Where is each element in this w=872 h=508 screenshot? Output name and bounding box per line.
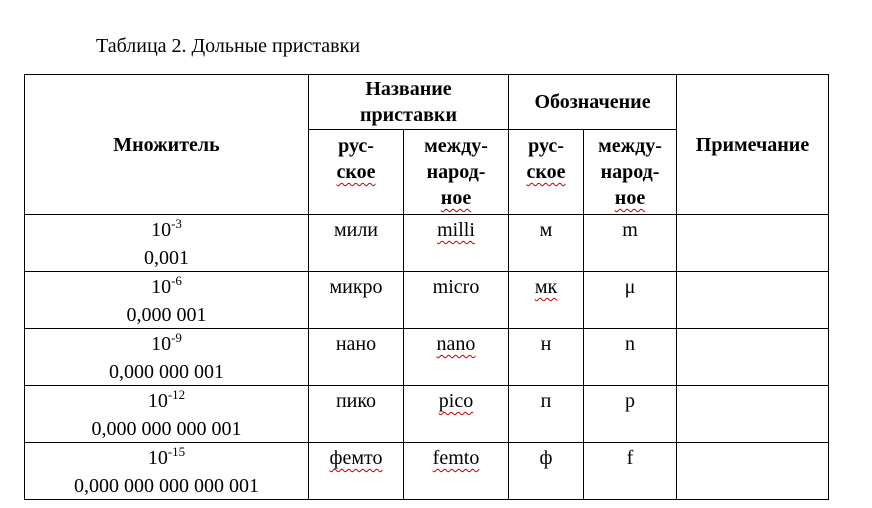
name-int-text: milli	[437, 219, 475, 241]
name-ru-cell: пико	[309, 386, 404, 443]
power-base: 10	[151, 276, 172, 298]
note-cell	[677, 272, 829, 329]
header-multiplier: Множитель	[25, 75, 309, 215]
multiplier-cell	[25, 215, 309, 272]
sym-ru-cell: м	[509, 215, 584, 272]
name-int-cell: micro	[404, 272, 509, 329]
name-int-cell	[404, 215, 509, 272]
power-base: 10	[147, 447, 168, 469]
header-designation-international	[584, 130, 677, 215]
power-base: 10	[151, 333, 172, 355]
note-cell	[677, 215, 829, 272]
multiplier-cell	[25, 329, 309, 386]
header-note: Примечание	[677, 75, 829, 215]
header-line-text: ское	[336, 161, 376, 183]
header-line: между-	[598, 135, 662, 157]
sym-int-cell: f	[584, 443, 677, 500]
header-line: рус-	[338, 135, 374, 157]
name-int-text: pico	[438, 390, 474, 412]
header-line	[309, 159, 403, 185]
header-line: рус-	[528, 135, 564, 157]
header-designation: Обозначение	[509, 75, 677, 130]
name-int-cell	[404, 329, 509, 386]
header-line-text: ное	[614, 187, 646, 209]
header-line: народ-	[426, 161, 486, 183]
name-int-text: femto	[432, 447, 480, 469]
decimal-value: 0,000 001	[126, 304, 207, 326]
decimal-value: 0,000 000 000 000 001	[74, 475, 259, 497]
sym-int-cell: n	[584, 329, 677, 386]
power-exponent: -12	[167, 387, 186, 402]
header-line	[404, 185, 508, 211]
note-cell	[677, 386, 829, 443]
header-line	[584, 185, 676, 211]
table-row	[25, 215, 829, 272]
multiplier-cell	[25, 272, 309, 329]
table-row	[25, 386, 829, 443]
name-int-cell	[404, 443, 509, 500]
power-exponent: -9	[171, 330, 182, 345]
multiplier-cell	[25, 443, 309, 500]
name-int-text: nano	[436, 333, 476, 355]
note-cell	[677, 329, 829, 386]
decimal-value: 0,000 000 001	[109, 361, 224, 383]
header-prefix-name-line: Название	[365, 78, 452, 100]
sym-int-cell: m	[584, 215, 677, 272]
power-base: 10	[151, 219, 172, 241]
sym-ru-text: мк	[534, 276, 558, 298]
decimal-value: 0,001	[144, 247, 189, 269]
sym-int-cell: p	[584, 386, 677, 443]
multiplier-cell	[25, 386, 309, 443]
name-ru-cell: мили	[309, 215, 404, 272]
prefix-table	[24, 74, 829, 500]
sym-int-cell: μ	[584, 272, 677, 329]
header-line	[509, 159, 583, 185]
header-designation-russian	[509, 130, 584, 215]
note-cell	[677, 443, 829, 500]
table-caption: Таблица 2. Дольные приставки	[96, 35, 361, 57]
name-ru-text: фемто	[329, 447, 383, 469]
table-row	[25, 329, 829, 386]
table-row	[25, 272, 829, 329]
power-exponent: -6	[171, 273, 182, 288]
name-ru-cell: микро	[309, 272, 404, 329]
header-prefix-name	[309, 75, 509, 130]
header-line: между-	[424, 135, 488, 157]
sym-ru-cell: ф	[509, 443, 584, 500]
header-line-text: ное	[440, 187, 472, 209]
decimal-value: 0,000 000 000 001	[91, 418, 242, 440]
power-exponent: -3	[171, 216, 182, 231]
power-exponent: -15	[167, 444, 186, 459]
name-int-cell	[404, 386, 509, 443]
header-name-international	[404, 130, 509, 215]
header-line-text: ское	[526, 161, 566, 183]
sym-ru-cell: п	[509, 386, 584, 443]
header-prefix-name-line: приставки	[360, 104, 457, 126]
table-row	[25, 443, 829, 500]
header-line: народ-	[600, 161, 660, 183]
sym-ru-cell: н	[509, 329, 584, 386]
header-name-russian	[309, 130, 404, 215]
name-ru-cell: нано	[309, 329, 404, 386]
name-ru-cell	[309, 443, 404, 500]
sym-ru-cell	[509, 272, 584, 329]
power-base: 10	[147, 390, 168, 412]
